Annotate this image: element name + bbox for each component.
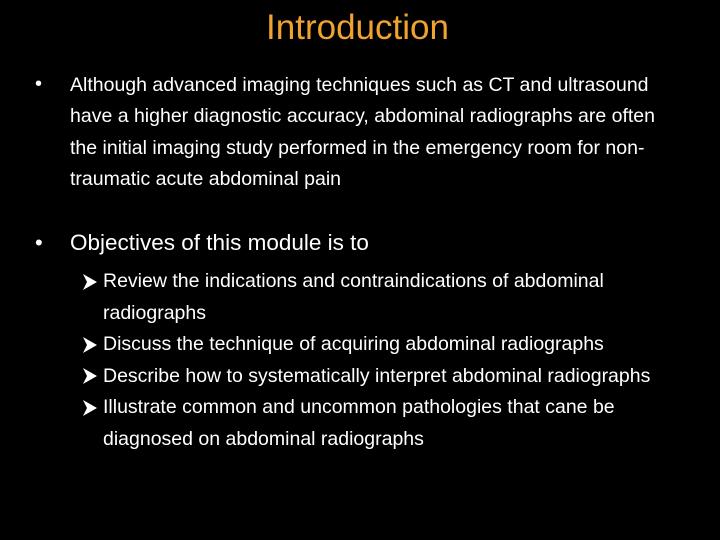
bullet-item-intro [35, 70, 685, 195]
sub-bullet-text: Describe how to systematically interpret abdominal radiographs [103, 364, 651, 387]
sub-bullet-item [83, 361, 688, 393]
bullet-row [35, 226, 685, 260]
bullet-text: Objectives of this module is to [70, 230, 369, 255]
sub-bullet-text: Review the indications and contraindications of abdominal radiographs [103, 270, 604, 324]
bullet-item-objectives [35, 226, 685, 260]
sub-bullet-text: Illustrate common and uncommon pathologies that cane be diagnosed on abdominal radiographs [103, 396, 615, 450]
sub-bullet-text: Discuss the technique of acquiring abdominal radiographs [103, 333, 604, 355]
bullet-row [35, 70, 685, 195]
sub-bullet-item [83, 329, 688, 361]
objectives-list [83, 266, 688, 455]
bullet-dot: • [35, 73, 43, 95]
sub-bullet-item [83, 392, 688, 455]
sub-bullet-item [83, 266, 688, 329]
slide-title: Introduction [266, 8, 449, 47]
arrow-bullet-icon [83, 392, 103, 424]
arrow-bullet-icon [83, 361, 103, 393]
arrow-bullet-icon [83, 266, 103, 298]
arrow-bullet-icon [83, 329, 103, 361]
bullet-dot: • [35, 230, 43, 255]
bullet-text: Although advanced imaging techniques such as CT and ultrasound have a higher diagnostic accuracy, abdominal radiographs are often the initial imaging study performed in the emergency room for non-traumatic acute abdominal pain [70, 74, 655, 190]
